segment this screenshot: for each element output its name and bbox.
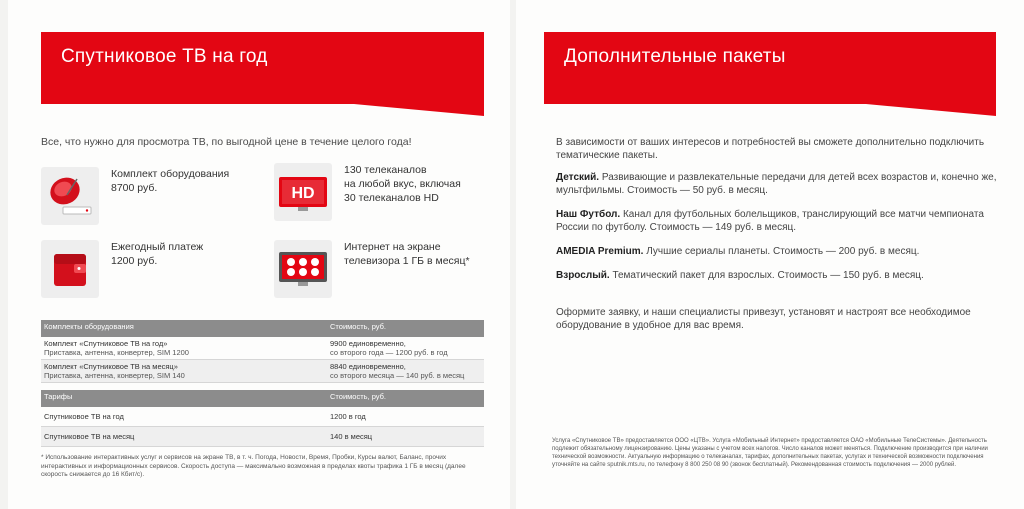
- feature-channels-text: 130 телеканалов на любой вкус, включая 30 телеканалов HD: [344, 164, 461, 204]
- equipment-table-header: [41, 320, 484, 337]
- equipment-price-note: со второго года — 1200 руб. в год: [330, 348, 448, 357]
- table-row: [41, 427, 484, 447]
- wallet-icon: [41, 240, 99, 298]
- left-page-title: Спутниковое ТВ на год: [61, 46, 268, 67]
- column-header: Стоимость, руб.: [327, 390, 484, 407]
- right-page: [516, 0, 1024, 509]
- package-name: Детский.: [556, 172, 600, 183]
- satellite-dish-icon: [41, 167, 99, 225]
- column-header: Тарифы: [41, 390, 327, 407]
- equipment-contents: Приставка, антенна, конвертер, SIM 140: [44, 371, 185, 380]
- tariff-name: Спутниковое ТВ на месяц: [41, 427, 327, 447]
- column-header: Стоимость, руб.: [327, 320, 484, 337]
- package-description: Канал для футбольных болельщиков, транслирующий все матчи чемпионата России по футболу. Стоимость — 149 руб. в месяц.: [556, 209, 984, 233]
- right-title-banner: [544, 32, 996, 104]
- tariff-price: 1200 в год: [327, 407, 484, 427]
- tariff-price: 140 в месяц: [327, 427, 484, 447]
- feature-equipment-text: Комплект оборудования 8700 руб.: [111, 168, 230, 194]
- package-name: AMEDIA Premium.: [556, 246, 644, 257]
- package-name: Наш Футбол.: [556, 209, 621, 220]
- equipment-price: 8840 единовременно,: [330, 362, 406, 371]
- legal-disclaimer: Услуга «Спутниковое ТВ» предоставляется ООО «ЦТВ». Услуга «Мобильный Интернет» предоставляется ОАО «Мобильные ТелеСистемы». Деятельность подлежит обязательному лицензированию. Цены указаны с учетом всех налогов. Число каналов может меняться. Подключение производится при наличии технической возможности. Актуальную информацию о телеканалах, тарифах, дополнительных пакетах, услугах и технической возможности подключения уточняйте на сайте sputnik.mts.ru, по телефону 8 800 250 08 90 (звонок бесплатный). Рекомендованная стоимость подключения — 2000 рублей.: [552, 438, 988, 468]
- package-name: Взрослый.: [556, 270, 610, 281]
- tariffs-table-header: [41, 390, 484, 407]
- right-page-title: Дополнительные пакеты: [564, 46, 786, 67]
- equipment-name: Комплект «Спутниковое ТВ на месяц»: [44, 362, 178, 371]
- equipment-name: Комплект «Спутниковое ТВ на год»: [44, 339, 168, 348]
- internet-tv-icon: [274, 240, 332, 298]
- table-row: [41, 407, 484, 427]
- left-intro-text: Все, что нужно для просмотра ТВ, по выгодной цене в течение целого года!: [41, 136, 412, 148]
- left-page: [8, 0, 510, 509]
- package-item: [556, 208, 1006, 234]
- equipment-contents: Приставка, антенна, конвертер, SIM 1200: [44, 348, 189, 357]
- column-header: Комплекты оборудования: [41, 320, 327, 337]
- package-description: Лучшие сериалы планеты. Стоимость — 200 руб. в месяц.: [643, 246, 920, 257]
- package-item: [556, 245, 1006, 258]
- feature-internet: [274, 240, 470, 298]
- package-item: [556, 171, 1006, 197]
- feature-annual-payment-text: Ежегодный платеж 1200 руб.: [111, 241, 204, 267]
- hd-label: HD: [291, 185, 315, 202]
- package-description: Развивающие и развлекательные передачи для детей всех возрастов и, конечно же, мультфильмы. Стоимость — 50 руб. в месяц.: [556, 172, 997, 196]
- equipment-table: [41, 320, 484, 383]
- equipment-price-note: со второго месяца — 140 руб. в месяц: [330, 371, 465, 380]
- hd-tv-icon: [274, 163, 332, 221]
- feature-annual-payment: [41, 240, 203, 298]
- equipment-price: 9900 единовременно,: [330, 339, 406, 348]
- table-row: [41, 360, 484, 383]
- table-row: [41, 337, 484, 360]
- right-intro-text: В зависимости от ваших интересов и потребностей вы сможете дополнительно подключить тематические пакеты.: [556, 137, 985, 161]
- feature-channels: [274, 163, 461, 221]
- left-footnote: * Использование интерактивных услуг и сервисов на экране ТВ, в т. ч. Погода, Новости, Время, Пробки, Курсы валют, Баланс, прочих интерактивных и информационных сервисов. Скорость доступа — максимально возможная в пределах квоты трафика 1 ГБ в месяц (далее скорость снижается до 16 Кбит/с).: [41, 454, 466, 478]
- feature-equipment: [41, 167, 229, 225]
- tariff-name: Спутниковое ТВ на год: [41, 407, 327, 427]
- left-title-banner: [41, 32, 484, 104]
- tariffs-table: [41, 390, 484, 447]
- package-description: Тематический пакет для взрослых. Стоимость — 150 руб. в месяц.: [609, 270, 924, 281]
- feature-internet-text: Интернет на экране телевизора 1 ГБ в месяц*: [344, 241, 470, 267]
- right-outro-text: Оформите заявку, и наши специалисты привезут, установят и настроят все необходимое оборудование в удобное для вас время.: [556, 307, 971, 331]
- package-item: [556, 269, 1006, 282]
